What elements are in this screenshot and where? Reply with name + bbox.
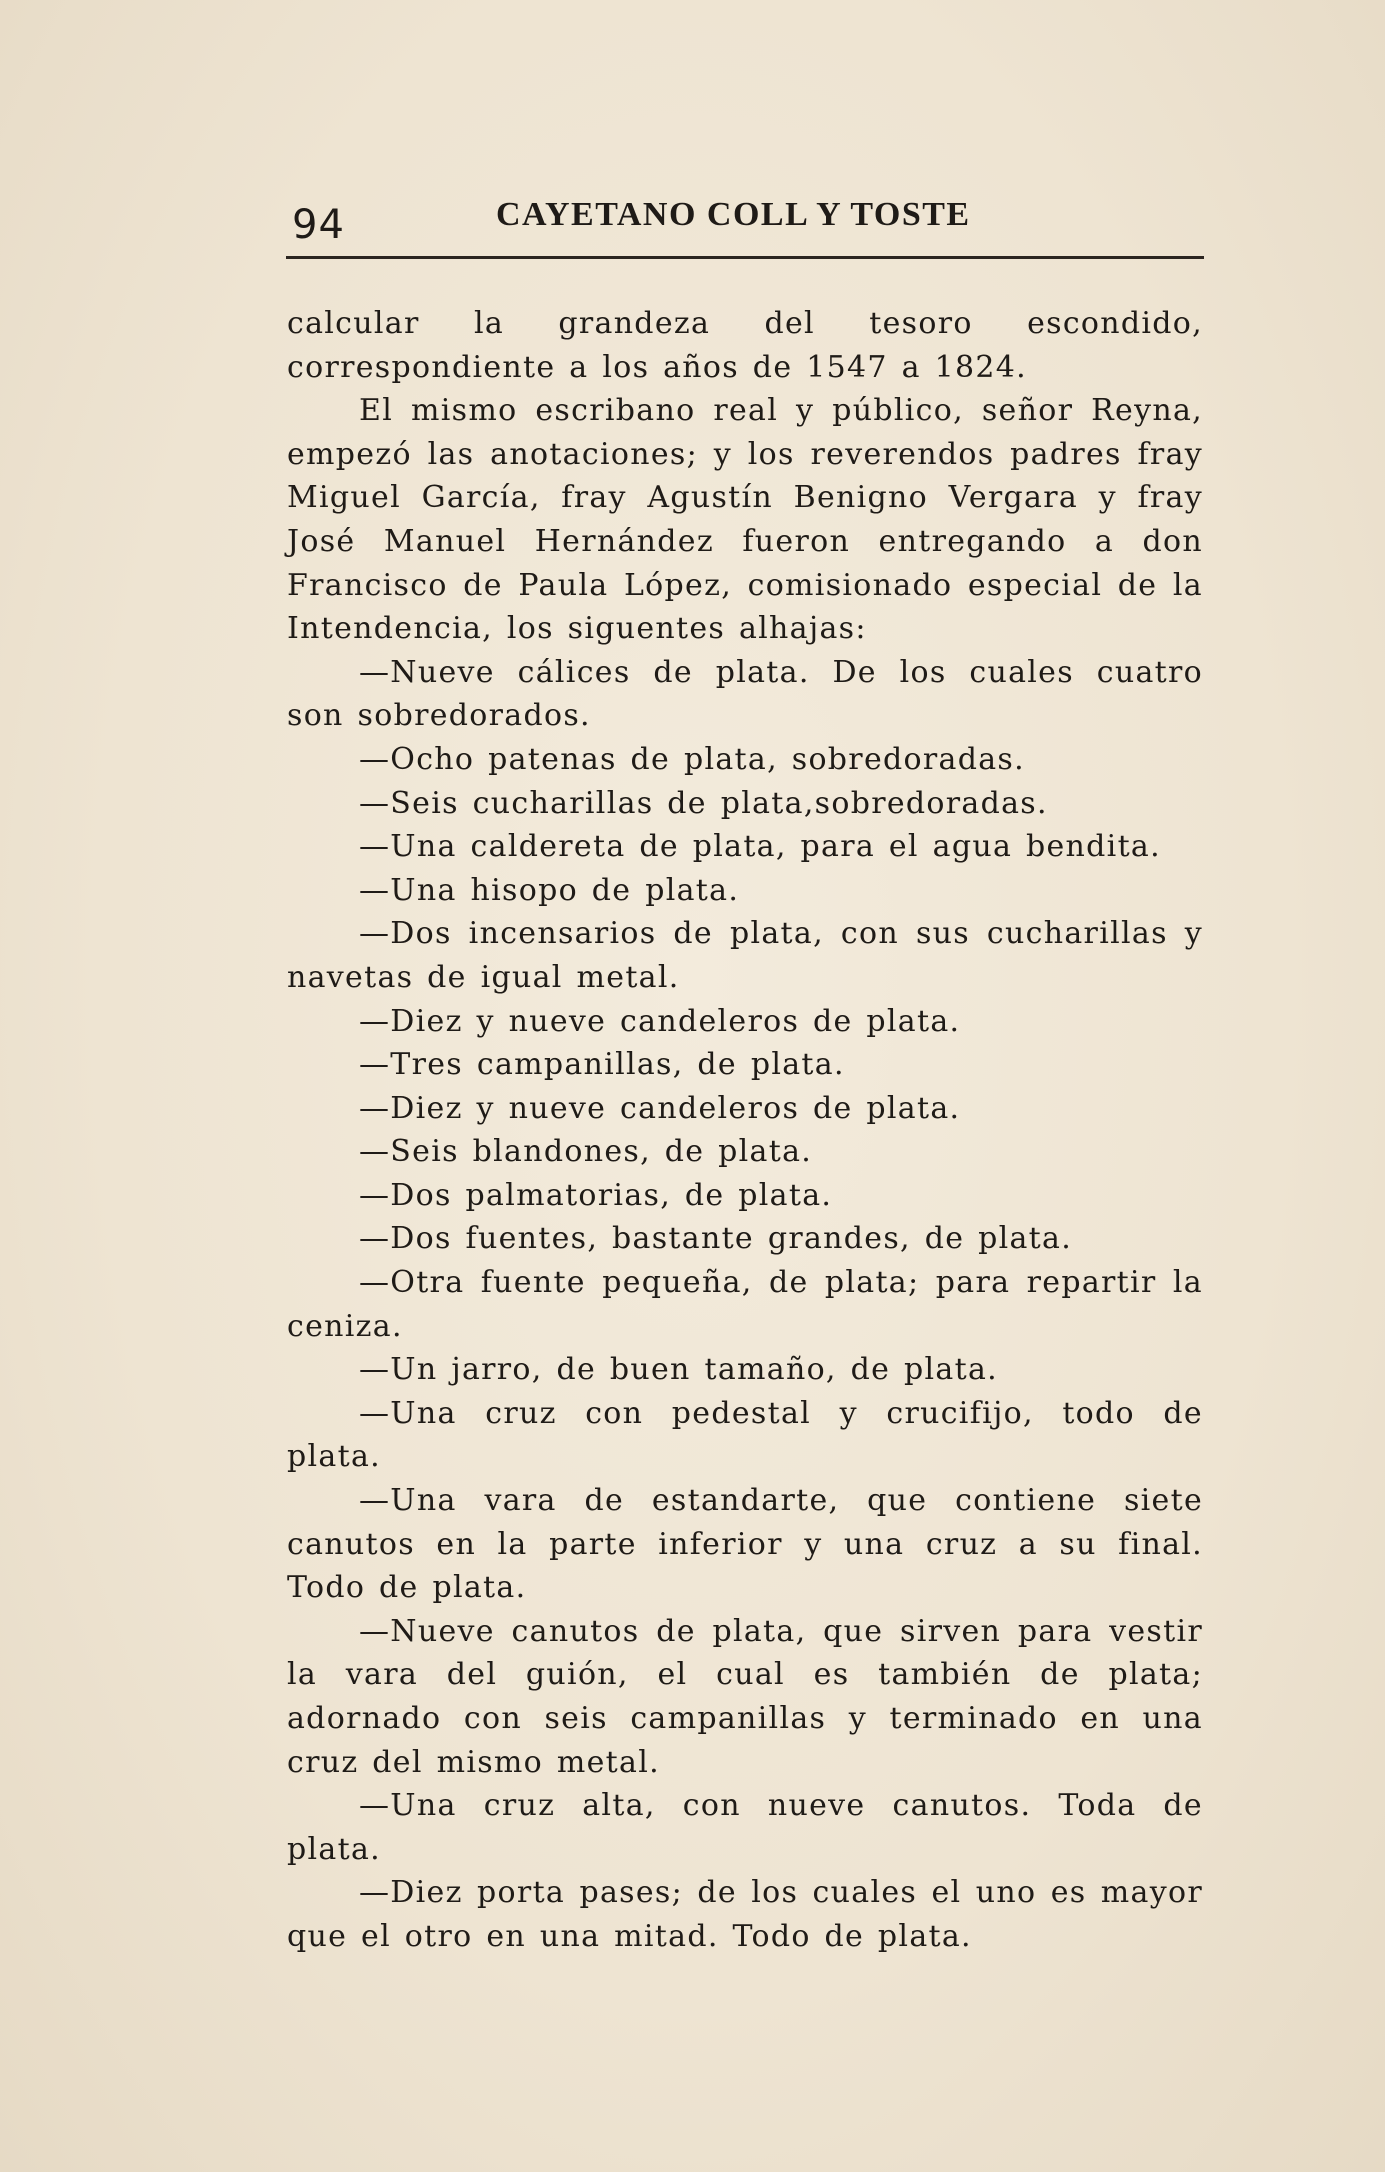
inventory-item: —Diez y nueve candeleros de plata. (359, 1090, 961, 1126)
inventory-item: —Ocho patenas de plata, sobredoradas. (359, 741, 1025, 777)
inventory-item: —Una cruz alta, con nueve canutos. Toda de plata. (287, 1788, 1203, 1867)
inventory-item: —Tres campanillas, de plata. (359, 1047, 845, 1083)
paragraph: El mismo escribano real y público, señor Reyna, empezó las anotaciones; y los reverendos padres fray Miguel García, fray Agustín Benigno Vergara y fray José Manuel Hernández fueron entregando a don Francisco de Paula López, comisionado especial de la Intendencia, los siguentes alhajas: (287, 393, 1203, 647)
running-title: CAYETANO COLL Y TOSTE (496, 196, 971, 233)
header-rule (286, 256, 1204, 259)
inventory-item: —Un jarro, de buen tamaño, de plata. (359, 1352, 998, 1388)
body-text (287, 302, 1203, 1959)
page-header (286, 188, 1204, 258)
inventory-item: —Seis blandones, de plata. (359, 1134, 813, 1170)
inventory-item: —Una caldereta de plata, para el agua bendita. (359, 829, 1161, 865)
inventory-item: —Nueve canutos de plata, que sirven para vestir la vara del guión, el cual es también de plata; adornado con seis campanillas y terminado en una cruz del mismo metal. (287, 1613, 1203, 1780)
inventory-item: —Dos palmatorias, de plata. (359, 1177, 833, 1213)
inventory-item: —Otra fuente pequeña, de plata; para repartir la ceniza. (287, 1265, 1203, 1344)
inventory-item: —Diez y nueve candeleros de plata. (359, 1003, 961, 1039)
inventory-item: —Nueve cálices de plata. De los cuales cuatro son sobredorados. (287, 654, 1203, 734)
inventory-item: —Seis cucharillas de plata,sobredoradas. (359, 785, 1048, 821)
inventory-item: —Una vara de estandarte, que contiene siete canutos en la parte inferior y una cruz a su final. Todo de plata. (287, 1483, 1203, 1606)
inventory-item: —Dos incensarios de plata, con sus cucharillas y navetas de igual metal. (287, 916, 1203, 995)
inventory-item: —Una cruz con pedestal y crucifijo, todo de plata. (287, 1395, 1203, 1475)
inventory-item: —Una hisopo de plata. (359, 872, 740, 908)
inventory-item: —Dos fuentes, bastante grandes, de plata. (359, 1221, 1073, 1257)
page-number: 94 (292, 202, 345, 248)
inventory-item: —Diez porta pases; de los cuales el uno es mayor que el otro en una mitad. Todo de plata. (287, 1875, 1203, 1954)
paragraph: calcular la grandeza del tesoro escondido, correspondiente a los años de 1547 a 1824. (287, 306, 1203, 385)
